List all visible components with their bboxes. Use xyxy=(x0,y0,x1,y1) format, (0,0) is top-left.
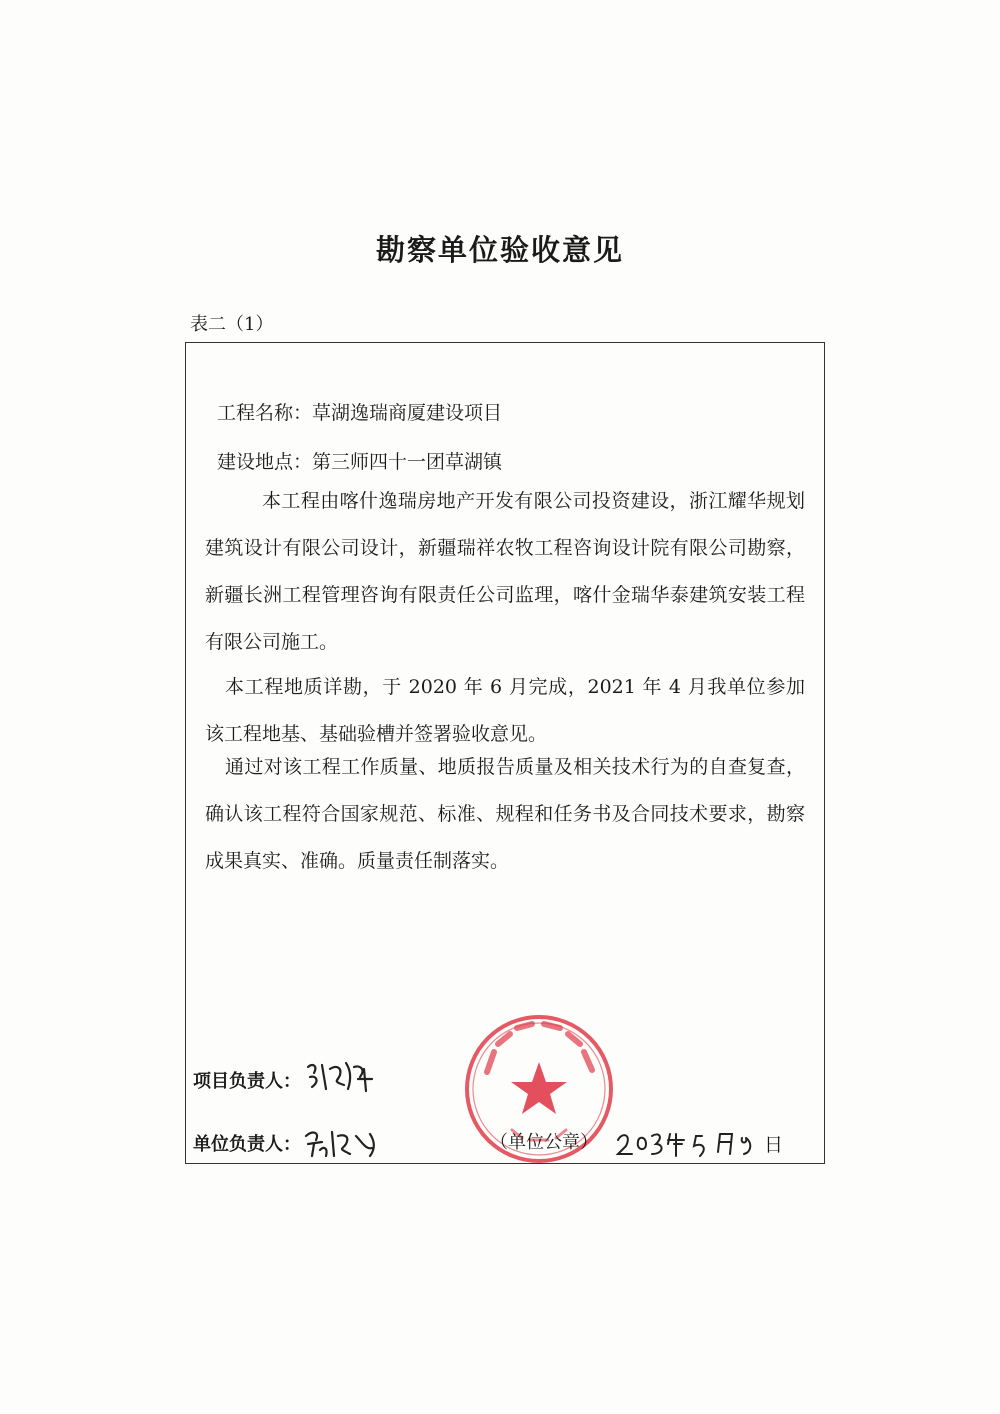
unit-leader-label: 单位负责人： xyxy=(193,1134,301,1155)
stamp-label: （单位公章） xyxy=(490,1132,598,1153)
date-suffix: 日 xyxy=(764,1134,784,1156)
date-handwritten xyxy=(612,1122,762,1164)
paragraph-survey: 本工程地质详勘，于 2020 年 6 月完成，2021 年 4 月我单位参加该工程地基、基础验槽并签署验收意见。 xyxy=(205,676,805,745)
paragraph-conclusion: 通过对该工程工作质量、地质报告质量及相关技术行为的自查复查，确认该工程符合国家规范、标准、规程和任务书及合同技术要求，勘察成果真实、准确。质量责任制落实。 xyxy=(205,756,805,872)
paragraph-parties: 本工程由喀什逸瑞房地产开发有限公司投资建设，浙江耀华规划建筑设计有限公司设计，新疆瑞祥农牧工程咨询设计院有限公司勘察，新疆长洲工程管理咨询有限责任公司监理，喀什金瑞华泰建筑安装工程有限公司施工。 xyxy=(205,490,805,653)
project-leader-signature xyxy=(300,1055,390,1095)
location-value: 第三师四十一团草湖镇 xyxy=(312,451,503,473)
location-row xyxy=(217,447,502,474)
unit-leader-signature xyxy=(300,1122,390,1162)
project-leader-label: 项目负责人： xyxy=(193,1071,301,1092)
project-name-row xyxy=(217,398,502,425)
document-title: 勘察单位验收意见 xyxy=(375,233,624,267)
project-name-label: 工程名称： xyxy=(217,402,313,424)
table-number: 表二（1） xyxy=(190,314,274,335)
location-label: 建设地点： xyxy=(217,451,313,473)
project-name-value: 草湖逸瑞商厦建设项目 xyxy=(312,402,503,424)
